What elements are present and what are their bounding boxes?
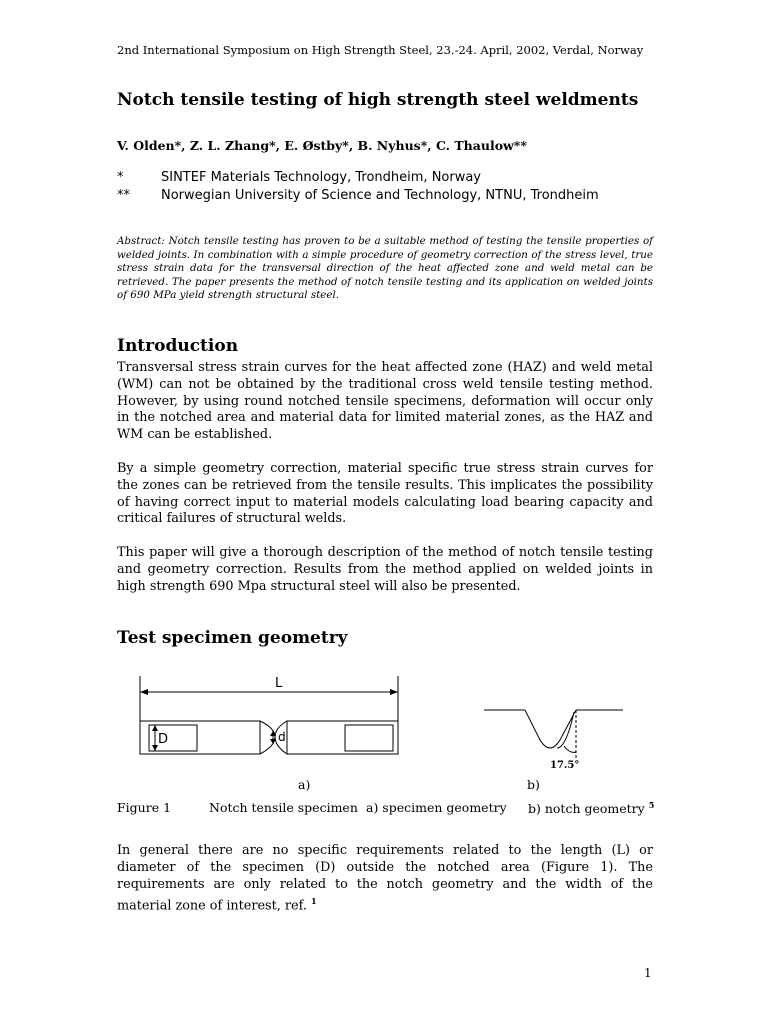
angle-arc: [564, 746, 576, 752]
notch-profile: [525, 710, 576, 748]
conference-header: 2nd International Symposium on High Strength Steel, 23.-24. April, 2002, Verdal, Norway: [117, 43, 644, 57]
affiliation-1: [117, 170, 481, 185]
geometry-paragraph-text: In general there are no specific requirements related to the length (L) or diameter of the specimen (D) outside the notched area (Figure 1). The requirements are only related to the notch geometry and the width of the material zone of interest, ref.: [117, 843, 653, 914]
arrowhead-icon: [140, 689, 148, 695]
figure-caption-title: Notch tensile specimen: [209, 800, 358, 815]
geometry-paragraph: [117, 843, 653, 915]
notch-geometry-figure: [478, 700, 630, 775]
arrowhead-icon: [390, 689, 398, 695]
subfigure-label-a: a): [298, 777, 311, 792]
notch-angle-label: 17.5°: [550, 760, 580, 771]
section-heading-geometry: Test specimen geometry: [117, 628, 348, 648]
arrowhead-icon: [270, 739, 276, 744]
notch-diameter-label: d: [278, 730, 286, 744]
subfigure-label-b: b): [527, 777, 540, 792]
affiliation-mark: *: [117, 170, 124, 185]
abstract: Abstract: Notch tensile testing has proven to be a suitable method of testing the tensile properties of welded joints. In combination with a simple procedure of geometry correction of the stress level, true stress strain data for the transversal direction of the heat affected zone and weld metal can be retrieved. The paper presents the method of notch tensile testing and its application on welded joints of 690 MPa yield strength structural steel.: [117, 235, 653, 302]
author-list: V. Olden*, Z. L. Zhang*, E. Østby*, B. Nyhus*, C. Thaulow**: [117, 138, 527, 153]
affiliation-mark: **: [117, 188, 130, 203]
specimen-right-grip: [287, 721, 398, 754]
affiliation-2: [117, 188, 599, 203]
arrowhead-icon: [152, 725, 158, 731]
intro-paragraph-2: By a simple geometry correction, material specific true stress strain curves for the zones can be retrieved from the tensile results. This implicates the possibility of having correct input to material models calculating load bearing capacity and critical failures of structural welds.: [117, 461, 653, 527]
diameter-label: D: [158, 732, 169, 747]
figure-caption-number: Figure 1: [117, 800, 172, 815]
reference-superscript: 1: [311, 896, 317, 907]
figure-caption-part-b: [528, 800, 654, 816]
figure-caption-part-a: a) specimen geometry: [366, 800, 507, 815]
paper-title: Notch tensile testing of high strength steel weldments: [117, 90, 639, 110]
intro-paragraph-3: This paper will give a thorough description of the method of notch tensile testing and geometry correction. Results from the method applied on welded joints in high strength 690 Mpa structural steel will also be presented.: [117, 545, 653, 594]
page-number: 1: [644, 966, 652, 980]
intro-paragraph-1: Transversal stress strain curves for the heat affected zone (HAZ) and weld metal (WM) can not be obtained by the traditional cross weld tensile testing method. However, by using round notched tensile specimens, deformation will occur only in the notched area and material data for limited material zones, as the HAZ and WM can be established.: [117, 360, 653, 443]
specimen-geometry-figure: [130, 670, 420, 770]
length-label: L: [275, 676, 283, 691]
reference-superscript: 5: [648, 800, 655, 810]
affiliation-text: SINTEF Materials Technology, Trondheim, Norway: [161, 170, 482, 185]
specimen-right-shoulder: [345, 725, 393, 751]
affiliation-text: Norwegian University of Science and Technology, NTNU, Trondheim: [161, 188, 599, 203]
section-heading-introduction: Introduction: [117, 336, 239, 356]
figure-caption-part-b-text: b) notch geometry: [528, 801, 645, 817]
